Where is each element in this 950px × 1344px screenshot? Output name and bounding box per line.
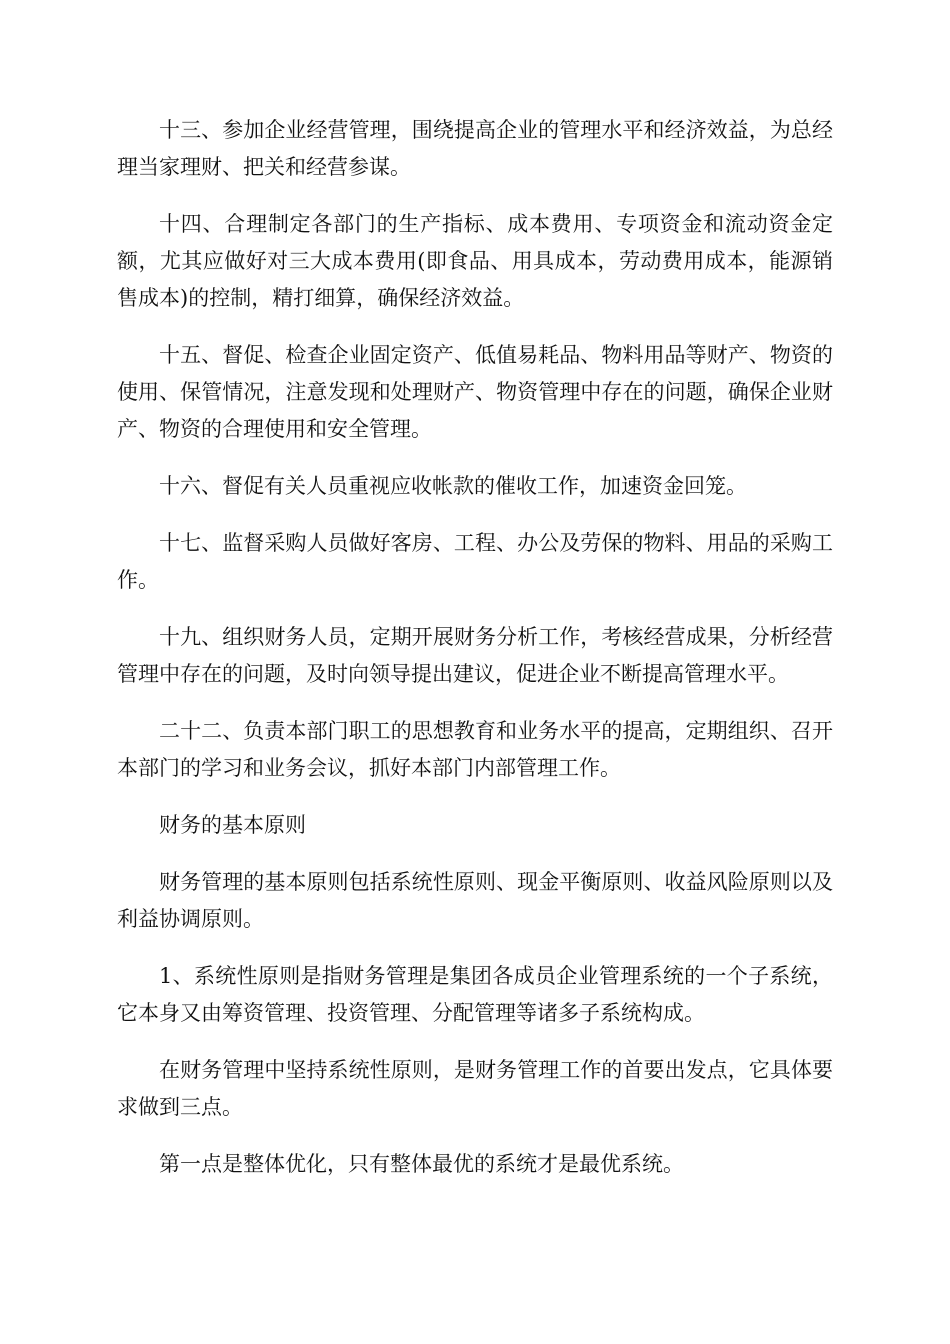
paragraph-17: 十七、监督采购人员做好客房、工程、办公及劳保的物料、用品的采购工作。 <box>117 531 833 592</box>
document-body <box>117 112 833 1203</box>
paragraph-19: 十九、组织财务人员，定期开展财务分析工作，考核经营成果，分析经营管理中存在的问题，及时向领导提出建议，促进企业不断提高管理水平。 <box>117 625 833 686</box>
paragraph-15: 十五、督促、检查企业固定资产、低值易耗品、物料用品等财产、物资的使用、保管情况，注意发现和处理财产、物资管理中存在的问题，确保企业财产、物资的合理使用和安全管理。 <box>117 343 833 441</box>
paragraph-systematic-principle: 1、系统性原则是指财务管理是集团各成员企业管理系统的一个子系统，它本身又由筹资管理、投资管理、分配管理等诸多子系统构成。 <box>117 964 833 1025</box>
paragraph-22: 二十二、负责本部门职工的思想教育和业务水平的提高，定期组织、召开本部门的学习和业务会议，抓好本部门内部管理工作。 <box>117 719 833 780</box>
paragraph-principles-overview: 财务管理的基本原则包括系统性原则、现金平衡原则、收益风险原则以及利益协调原则。 <box>117 870 833 931</box>
paragraph-first-point: 第一点是整体优化，只有整体最优的系统才是最优系统。 <box>159 1152 684 1176</box>
paragraph-14: 十四、合理制定各部门的生产指标、成本费用、专项资金和流动资金定额，尤其应做好对三大成本费用(即食品、用具成本，劳动费用成本，能源销售成本)的控制，精打细算，确保经济效益。 <box>117 212 833 310</box>
paragraph-systematic-requirements: 在财务管理中坚持系统性原则，是财务管理工作的首要出发点，它具体要求做到三点。 <box>117 1058 833 1119</box>
paragraph-16: 十六、督促有关人员重视应收帐款的催收工作，加速资金回笼。 <box>159 474 747 498</box>
paragraph-13: 十三、参加企业经营管理，围绕提高企业的管理水平和经济效益，为总经理当家理财、把关和经营参谋。 <box>117 118 833 179</box>
section-heading-basic-principles: 财务的基本原则 <box>159 813 306 837</box>
